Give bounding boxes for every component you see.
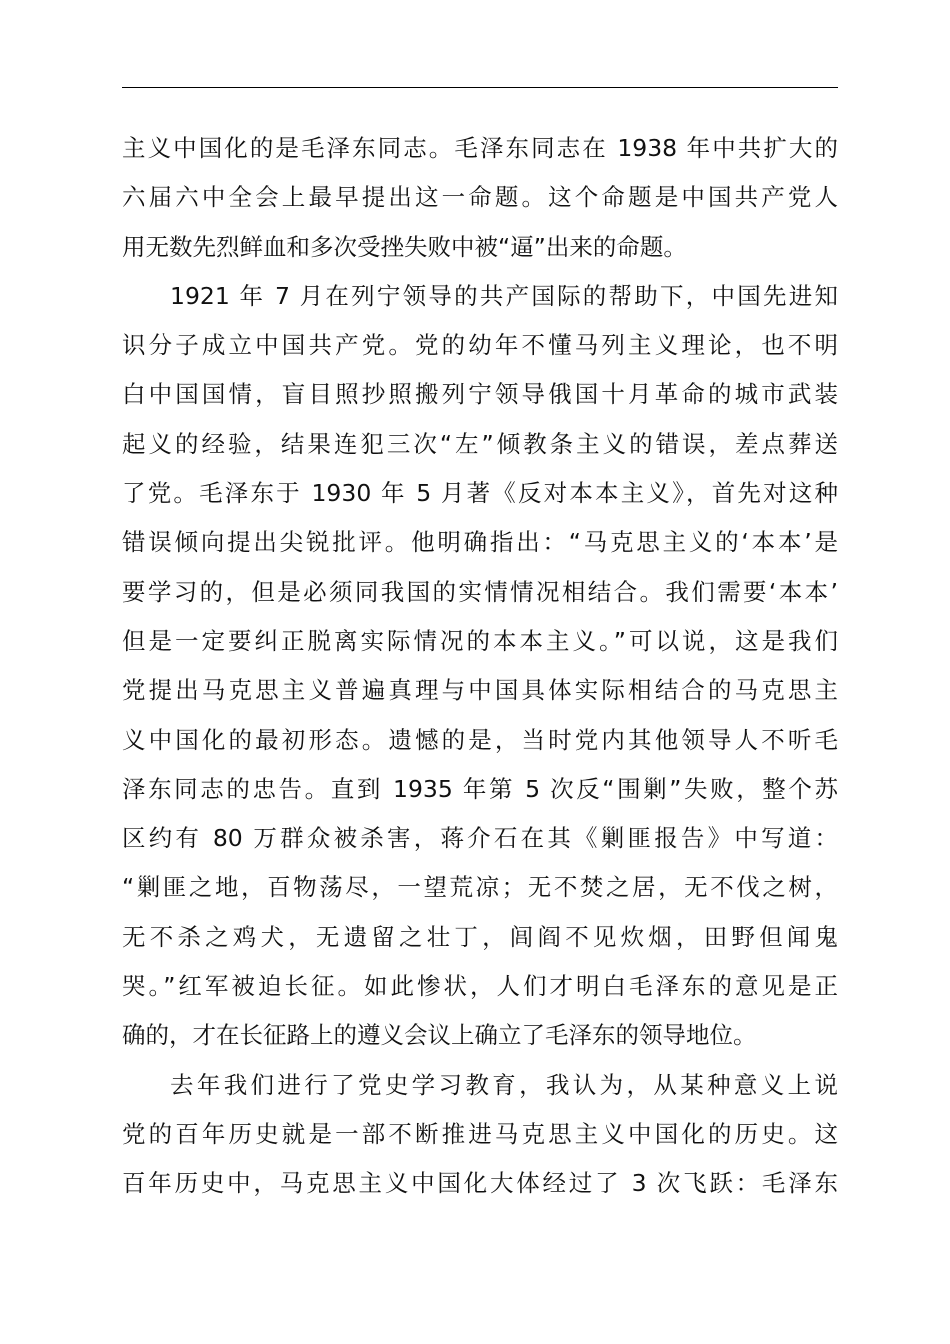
text-line-16: “剿匪之地，百物荡尽，一望荒凉；无不焚之居，无不伐之树，: [122, 873, 838, 902]
text-line-18: 哭。”红军被迫长征。如此惨状，人们才明白毛泽东的意见是正: [122, 972, 838, 1001]
text-line-20: 去年我们进行了党史学习教育，我认为，从某种意义上说: [170, 1070, 838, 1099]
header-rule: [122, 87, 838, 88]
text-line-19: 确的，才在长征路上的遵义会议上确立了毛泽东的领导地位。: [122, 1021, 757, 1050]
text-line-13: 义中国化的最初形态。遗憾的是，当时党内其他领导人不听毛: [122, 725, 838, 754]
text-line-21: 党的百年历史就是一部不断推进马克思主义中国化的历史。这: [122, 1119, 838, 1148]
text-line-12: 党提出马克思主义普遍真理与中国具体实际相结合的马克思主: [122, 676, 838, 705]
text-line-9: 错误倾向提出尖锐批评。他明确指出：“马克思主义的‘本本’是: [122, 528, 838, 557]
text-line-14: 泽东同志的忠告。直到 1935 年第 5 次反“围剿”失败，整个苏: [122, 774, 838, 803]
document-body: [122, 124, 838, 1209]
text-line-15: 区约有 80 万群众被杀害，蒋介石在其《剿匪报告》中写道：: [122, 824, 838, 853]
text-line-8: 了党。毛泽东于 1930 年 5 月著《反对本本主义》，首先对这种: [122, 479, 838, 508]
text-line-6: 白中国国情，盲目照抄照搬列宁领导俄国十月革命的城市武装: [122, 380, 838, 409]
text-line-1: 主义中国化的是毛泽东同志。毛泽东同志在 1938 年中共扩大的: [122, 134, 838, 162]
text-line-4: 1921 年 7 月在列宁领导的共产国际的帮助下，中国先进知: [170, 281, 838, 310]
text-line-11: 但是一定要纠正脱离实际情况的本本主义。”可以说，这是我们: [122, 626, 838, 655]
text-line-17: 无不杀之鸡犬，无遗留之壮丁，闾阎不见炊烟，田野但闻鬼: [122, 922, 838, 951]
text-line-5: 识分子成立中国共产党。党的幼年不懂马列主义理论，也不明: [122, 331, 838, 360]
text-line-10: 要学习的，但是必须同我国的实情情况相结合。我们需要‘本本’: [122, 577, 838, 606]
text-line-2: 六届六中全会上最早提出这一命题。这个命题是中国共产党人: [122, 183, 838, 212]
text-line-22: 百年历史中，马克思主义中国化大体经过了 3 次飞跃：毛泽东: [122, 1169, 838, 1198]
text-line-3: 用无数先烈鲜血和多次受挫失败中被“逼”出来的命题。: [122, 232, 687, 261]
text-line-7: 起义的经验，结果连犯三次“左”倾教条主义的错误，差点葬送: [122, 429, 838, 458]
